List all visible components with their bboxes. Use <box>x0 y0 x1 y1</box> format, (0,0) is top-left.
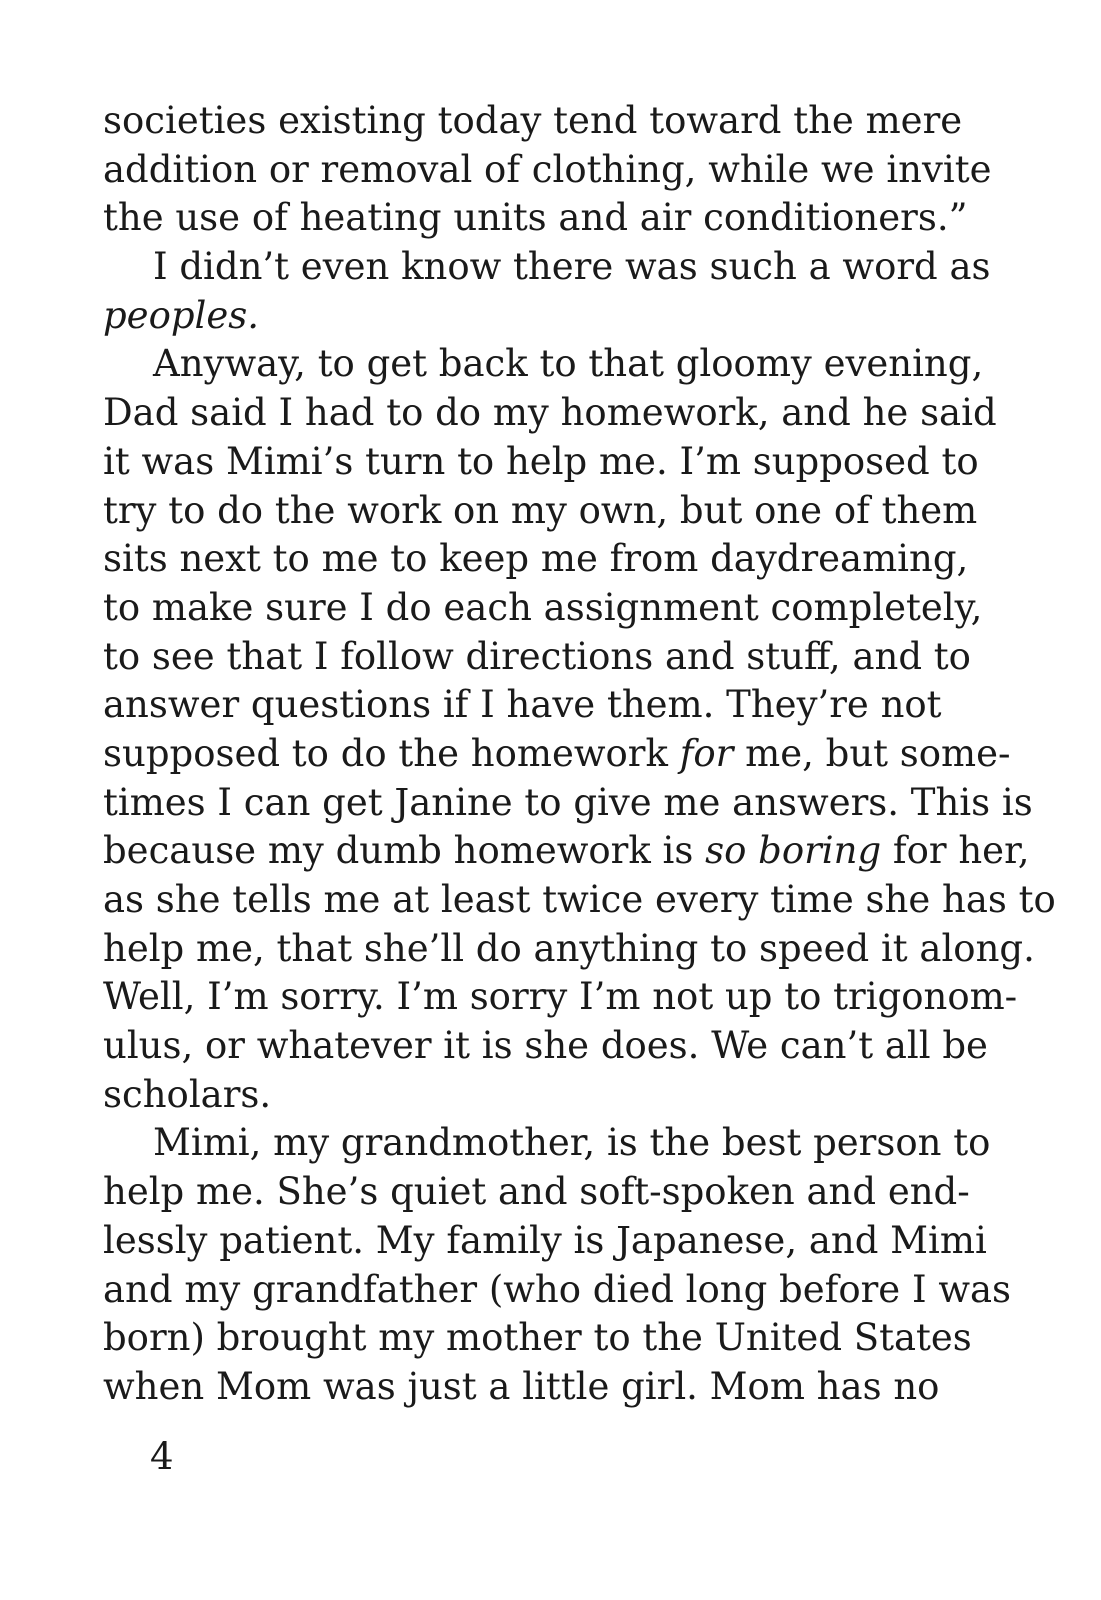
text-line: ulus, or whatever it is she does. We can’t all be <box>103 1024 988 1068</box>
text-line: scholars. <box>103 1072 272 1116</box>
text-line: when Mom was just a little girl. Mom has no <box>103 1364 940 1408</box>
text-segment: supposed to do the homework <box>103 731 668 775</box>
text-line: peoples. <box>103 293 260 337</box>
body-text <box>103 97 1056 1412</box>
text-line: it was Mimi’s turn to help me. I’m supposed to <box>103 439 979 483</box>
text-line: born) brought my mother to the United States <box>103 1316 972 1360</box>
text-line: try to do the work on my own, but one of them <box>103 488 978 532</box>
page-number: 4 <box>150 1435 174 1478</box>
text-line: lessly patient. My family is Japanese, and Mimi <box>103 1218 987 1262</box>
text-line: Well, I’m sorry. I’m sorry I’m not up to trigonom- <box>103 975 1018 1019</box>
text-line: to make sure I do each assignment completely, <box>103 585 983 629</box>
text-line: Anyway, to get back to that gloomy evening, <box>153 342 984 386</box>
text-line <box>103 730 1011 779</box>
text-line: times I can get Janine to give me answers. This is <box>103 780 1033 824</box>
text-line: as she tells me at least twice every time she has to <box>103 878 1056 921</box>
text-segment: because my dumb homework is <box>103 829 694 873</box>
emphasis-text: so boring <box>705 829 882 873</box>
text-line: addition or removal of clothing, while we invite <box>103 147 992 191</box>
text-line: answer questions if I have them. They’re not <box>103 683 942 727</box>
text-line: Dad said I had to do my homework, and he said <box>103 391 997 435</box>
emphasis-text: for <box>679 731 734 775</box>
text-line: help me, that she’ll do anything to speed it along. <box>103 926 1035 970</box>
text-line: help me. She’s quiet and soft-spoken and end- <box>103 1170 970 1214</box>
text-line: societies existing today tend toward the mere <box>103 99 963 142</box>
text-line: Mimi, my grandmother, is the best person to <box>153 1121 991 1165</box>
text-line: the use of heating units and air conditioners.” <box>103 196 968 240</box>
text-line: sits next to me to keep me from daydreaming, <box>103 537 969 581</box>
text-segment: for her, <box>892 829 1030 873</box>
text-line: to see that I follow directions and stuff, and to <box>103 634 971 678</box>
text-line <box>103 827 1030 876</box>
text-line: and my grandfather (who died long before I was <box>103 1267 1012 1311</box>
text-segment: me, but some- <box>745 731 1011 775</box>
text-line: I didn’t even know there was such a word as <box>153 245 991 289</box>
